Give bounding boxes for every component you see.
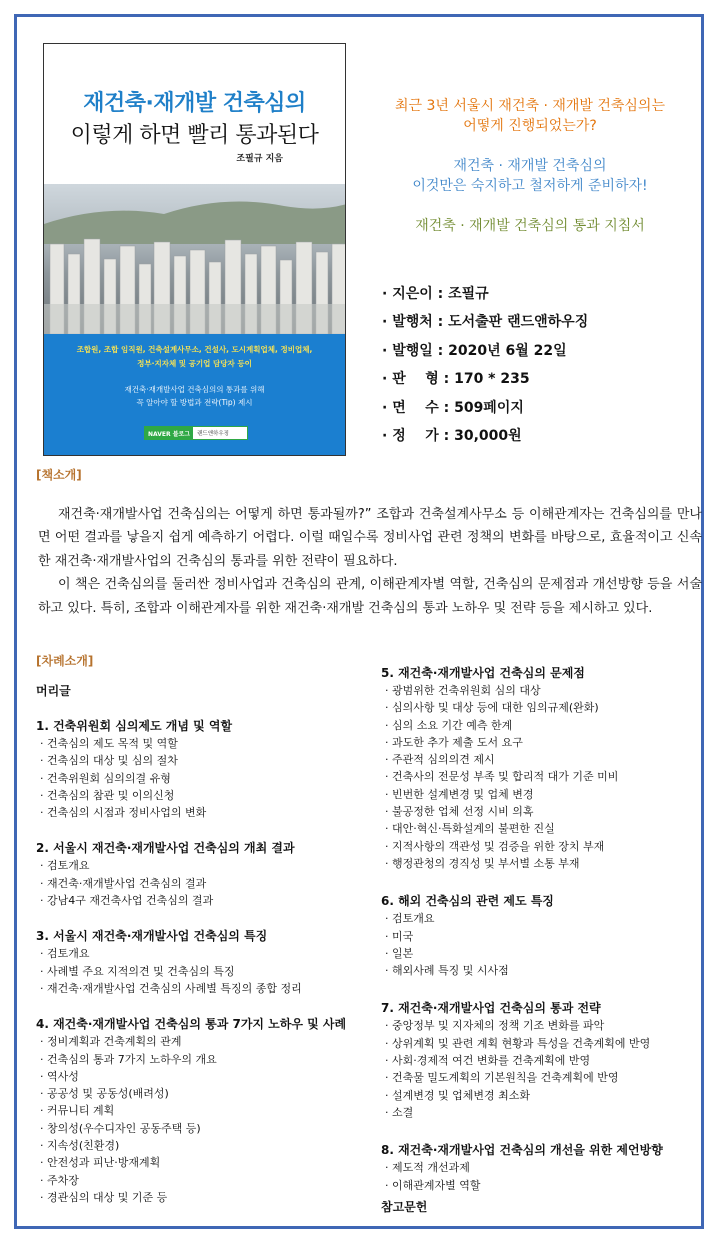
- toc-right-column: [381, 664, 701, 1214]
- toc-chapter-title: 1. 건축위원회 심의제도 개념 및 역할: [36, 719, 233, 733]
- info-pages: · 면 수 : 509페이지: [382, 399, 524, 416]
- tagline-blue-line1: 재건축 · 재개발 건축심의: [453, 158, 607, 174]
- toc-item: · 검토개요: [36, 945, 376, 962]
- toc-item: · 해외사례 특징 및 시사점: [381, 962, 701, 979]
- cover-band-line1: 조합원, 조합 임직원, 건축설계사무소, 건설사, 도시계획업체, 정비업체,: [76, 345, 313, 354]
- info-publisher: · 발행처 : 도서출판 랜드앤하우징: [382, 314, 589, 331]
- badge-text: 랜드앤하우징: [197, 431, 229, 437]
- toc-item: · 지적사항의 객관성 및 검증을 위한 장치 부재: [381, 838, 701, 855]
- toc-references-wrap: [381, 1198, 427, 1215]
- toc-item: · 강남4구 재건축사업 건축심의 결과: [36, 892, 376, 909]
- tagline-orange-line2: 어떻게 진행되었는가?: [463, 118, 597, 134]
- toc-item: · 건축심의 대상 및 심의 절차: [36, 752, 376, 769]
- toc-item: · 이해관계자별 역할: [381, 1177, 701, 1194]
- tagline-blue: [360, 156, 700, 196]
- info-format: · 판 형 : 170 * 235: [382, 371, 530, 388]
- naver-logo: NAVER 블로그: [145, 427, 193, 439]
- toc-item: · 심의 소요 기간 예측 한계: [381, 717, 701, 734]
- tagline-orange-line1: 최근 3년 서울시 재건축 · 재개발 건축심의는: [395, 98, 665, 114]
- intro-paragraph-2: 이 책은 건축심의를 둘러싼 정비사업과 건축심의 관계, 이해관계자별 역할, 건축심의 문제점과 개선방향 등을 서술하고 있다. 특히, 조합과 이해관계자를 위한 재건축·재개발 건축심의 통과 노하우 및 전략 등을 제시하고 있다.: [38, 577, 702, 616]
- book-intro: [38, 503, 702, 620]
- toc-item: · 심의사항 및 대상 등에 대한 임의규제(완화): [381, 699, 701, 716]
- toc-chapter: [36, 839, 376, 909]
- toc-references: 참고문헌: [381, 1200, 428, 1214]
- toc-item: · 건축심의 제도 목적 및 역할: [36, 735, 376, 752]
- toc-item: · 재건축·재개발사업 건축심의 결과: [36, 875, 376, 892]
- toc-chapter-title: 8. 재건축·재개발사업 건축심의 개선을 위한 제언방향: [381, 1143, 663, 1158]
- toc-chapter-title: 2. 서울시 재건축·재개발사업 건축심의 개최 결과: [36, 841, 295, 856]
- toc-item: · 건축심의 통과 7가지 노하우의 개요: [36, 1051, 376, 1068]
- intro-paragraph-1: 재건축·재개발사업 건축심의는 어떻게 하면 통과될까?” 조합과 건축설계사무소 등 이해관계자는 건축심의를 만나면 어떤 결과를 낳을지 쉽게 예측하기 어렵다. 이럴 때일수록 정비사업 관련 정책의 변화를 바탕으로, 효율적이고 신속한 재건축·재개발사업의 건축심의 통과를 위한 전략이 필요하다.: [38, 507, 702, 569]
- toc-item: · 공공성 및 공동성(배려성): [36, 1085, 376, 1102]
- toc-chapter: [381, 999, 701, 1121]
- toc-item: · 정비계획과 건축계획의 관계: [36, 1033, 376, 1050]
- toc-item: · 소결: [381, 1104, 701, 1121]
- cover-blue-band: [44, 334, 345, 456]
- cover-band-line3: 재건축·재개발사업 건축심의의 통과를 위해: [124, 385, 265, 394]
- toc-item: · 설계변경 및 업체변경 최소화: [381, 1087, 701, 1104]
- toc-item: · 창의성(우수디자인 공동주택 등): [36, 1120, 376, 1137]
- toc-item: · 역사성: [36, 1068, 376, 1085]
- toc-item: · 안전성과 피난·방재계획: [36, 1154, 376, 1171]
- toc-item: · 빈번한 설계변경 및 업체 변경: [381, 786, 701, 803]
- toc-left-column: [36, 682, 376, 1224]
- naver-blog-badge: [144, 426, 248, 440]
- toc-item: · 과도한 추가 제출 도서 요구: [381, 734, 701, 751]
- toc-chapter-title: 5. 재건축·재개발사업 건축심의 문제점: [381, 666, 585, 680]
- toc-item: · 행정관청의 경직성 및 부서별 소통 부재: [381, 855, 701, 872]
- toc-item: · 제도적 개선과제: [381, 1159, 701, 1176]
- toc-item: · 재건축·재개발사업 건축심의 사례별 특징의 종합 정리: [36, 980, 376, 997]
- toc-item: · 불공정한 업체 선정 시비 의혹: [381, 803, 701, 820]
- toc-chapter-title: 4. 재건축·재개발사업 건축심의 통과 7가지 노하우 및 사례: [36, 1017, 347, 1032]
- tagline-green: 재건축 · 재개발 건축심의 통과 지침서: [415, 218, 645, 234]
- toc-item: · 경관심의 대상 및 기준 등: [36, 1189, 376, 1206]
- toc-item: · 주차장: [36, 1172, 376, 1189]
- info-author: · 지은이 : 조필규: [382, 286, 489, 302]
- toc-chapter: [36, 927, 376, 997]
- cover-title-line1: 재건축·재개발 건축심의: [83, 91, 306, 116]
- toc-chapter-title: 6. 해외 건축심의 관련 제도 특징: [381, 894, 554, 909]
- toc-item: · 사례별 주요 지적의견 및 건축심의 특징: [36, 963, 376, 980]
- toc-item: · 중앙정부 및 지자체의 정책 기조 변화를 파악: [381, 1017, 701, 1034]
- toc-preface: 머리글: [36, 684, 71, 698]
- toc-chapter: [381, 664, 701, 872]
- toc-chapter-title: 3. 서울시 재건축·재개발사업 건축심의 특징: [36, 929, 268, 944]
- toc-item: · 검토개요: [36, 857, 376, 874]
- tagline-blue-line2: 이것만은 숙지하고 철저하게 준비하자!: [412, 178, 648, 194]
- toc-chapter-title: 7. 재건축·재개발사업 건축심의 통과 전략: [381, 1001, 601, 1016]
- info-date: · 발행일 : 2020년 6월 22일: [382, 342, 567, 359]
- toc-item: · 건축심의 참관 및 이의신청: [36, 787, 376, 804]
- toc-item: · 주관적 심의의견 제시: [381, 751, 701, 768]
- toc-item: · 광범위한 건축위원회 심의 대상: [381, 682, 701, 699]
- toc-chapter: [381, 892, 701, 979]
- toc-item: · 건축사의 전문성 부족 및 합리적 대가 기준 미비: [381, 768, 701, 785]
- toc-item: · 건축심의 시점과 정비사업의 변화: [36, 804, 376, 821]
- info-price: · 정 가 : 30,000원: [382, 428, 522, 445]
- toc-item: · 커뮤니티 계획: [36, 1102, 376, 1119]
- toc-item: · 미국: [381, 928, 701, 945]
- book-cover-image: [43, 43, 346, 456]
- cover-author: 조필규 지음: [236, 154, 283, 164]
- toc-chapter: [36, 717, 376, 821]
- cover-city-photo: [44, 184, 345, 334]
- toc-item: · 상위계획 및 관련 계획 현황과 특성을 건축계획에 반영: [381, 1035, 701, 1052]
- toc-item: · 검토개요: [381, 910, 701, 927]
- toc-item: · 일본: [381, 945, 701, 962]
- cover-band-line4: 꼭 알아야 할 방법과 전략(Tip) 제시: [136, 398, 253, 407]
- toc-item: · 사회·경제적 여건 변화를 건축계획에 반영: [381, 1052, 701, 1069]
- toc-chapter: [381, 1141, 701, 1194]
- toc-chapter: [36, 1015, 376, 1206]
- toc-item: · 대안·혁신·특화설계의 불편한 진실: [381, 820, 701, 837]
- intro-label: [책소개]: [36, 468, 82, 482]
- toc-item: · 지속성(친환경): [36, 1137, 376, 1154]
- book-info-list: [382, 280, 588, 450]
- toc-item: · 건축물 밀도계획의 기본원칙을 건축계획에 반영: [381, 1069, 701, 1086]
- tagline-orange: [360, 96, 700, 136]
- toc-label: [차례소개]: [36, 654, 94, 668]
- toc-item: · 건축위원회 심의의결 유형: [36, 770, 376, 787]
- cover-title-line2: 이렇게 하면 빨리 통과된다: [70, 123, 319, 148]
- cover-band-line2: 정부·지자체 및 공기업 담당자 등이: [137, 359, 252, 368]
